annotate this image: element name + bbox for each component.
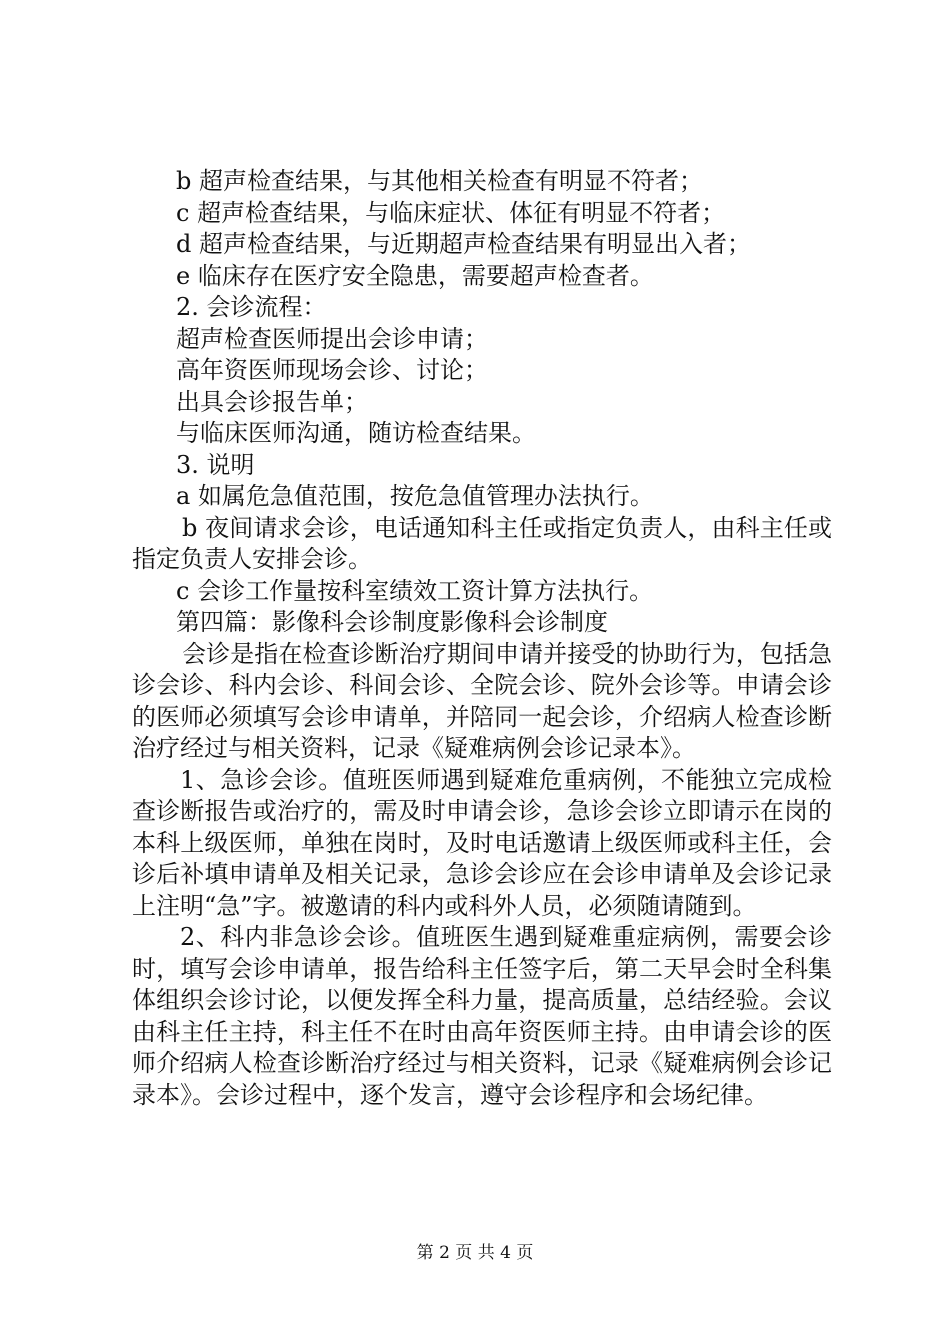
section-heading-3: 3. 说明 (176, 450, 255, 479)
document-body (132, 166, 832, 1111)
list-item-d: d 超声检查结果，与近期超声检查结果有明显出入者； (176, 230, 751, 258)
note-c: c 会诊工作量按科室绩效工资计算方法执行。 (176, 576, 654, 605)
chapter-intro: 会诊是指在检查诊断治疗期间申请并接受的协助行为，包括急诊会诊、科内会诊、科间会诊、全院会诊、院外会诊等。申请会诊的医师必须填写会诊申请单，并陪同一起会诊，介绍病人检查诊断治疗经过与相关资料，记录《疑难病例会诊记录本》。 (132, 639, 832, 762)
list-item-b: b 超声检查结果，与其他相关检查有明显不符者； (176, 167, 703, 195)
process-step-2: 高年资医师现场会诊、讨论； (176, 356, 488, 384)
process-step-3: 出具会诊报告单； (176, 387, 368, 416)
page-footer: 第 2 页 共 4 页 (416, 1243, 534, 1263)
process-step-4: 与临床医师沟通，随访检查结果。 (176, 419, 536, 447)
section-heading-2: 2. 会诊流程： (176, 293, 327, 321)
paragraph-internal-consult: 2、科内非急诊会诊。值班医生遇到疑难重症病例，需要会诊时，填写会诊申请单，报告给科主任签字后，第二天早会时全科集体组织会诊讨论，以便发挥全科力量，提高质量，总结经验。会议由科主任主持，科主任不在时由高年资医师主持。由申请会诊的医师介绍病人检查诊断治疗经过与相关资料，记录《疑难病例会诊记录本》。会诊过程中，逐个发言，遵守会诊程序和会场纪律。 (132, 923, 832, 1109)
chapter-title: 第四篇：影像科会诊制度影像科会诊制度 (176, 608, 608, 636)
process-step-1: 超声检查医师提出会诊申请； (176, 324, 488, 353)
list-item-c: c 超声检查结果，与临床症状、体征有明显不符者； (176, 198, 726, 227)
paragraph-emergency-consult: 1、急诊会诊。值班医师遇到疑难危重病例，不能独立完成检查诊断报告或治疗的，需及时申请会诊，急诊会诊立即请示在岗的本科上级医师，单独在岗时，及时电话邀请上级医师或科主任，会诊后补填申请单及相关记录，急诊会诊应在会诊申请单及会诊记录上注明“急”字。被邀请的科内或科外人员，必须随请随到。 (132, 765, 832, 920)
note-a: a 如属危急值范围，按危急值管理办法执行。 (176, 482, 654, 510)
note-b: b 夜间请求会诊，电话通知科主任或指定负责人，由科主任或指定负责人安排会诊。 (132, 513, 832, 573)
list-item-e: e 临床存在医疗安全隐患，需要超声检查者。 (176, 261, 654, 290)
